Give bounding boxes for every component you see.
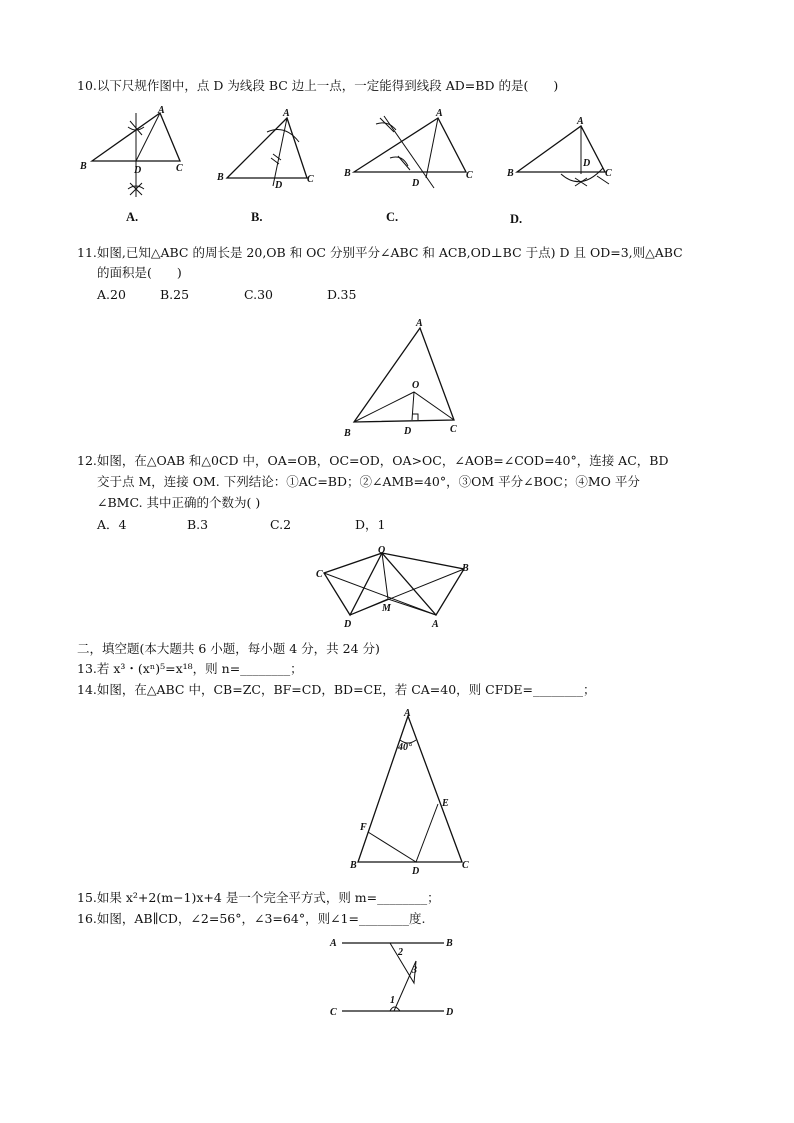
q16-label-3: 3 bbox=[412, 965, 417, 976]
q10c-label-c: C bbox=[466, 170, 473, 181]
q13-stem: 13.若 x³・(xⁿ)⁵=x¹⁸，则 n=________； bbox=[77, 661, 303, 676]
q12-label-a: A bbox=[432, 619, 439, 630]
q10b-label-b: B bbox=[217, 172, 224, 183]
q11-label-a: A bbox=[416, 318, 423, 329]
section-2-heading: 二，填空题(本大题共 6 小题，每小题 4 分，共 24 分) bbox=[77, 641, 380, 656]
q10-figure-d bbox=[505, 116, 625, 196]
q10b-label-d: D bbox=[275, 180, 283, 191]
q10b-label-a: A bbox=[283, 108, 290, 119]
q10a-label-a: A bbox=[158, 105, 165, 116]
q10-option-b-label: B. bbox=[251, 210, 263, 224]
q14-label-d: D bbox=[412, 866, 420, 877]
q10a-label-c: C bbox=[176, 163, 183, 174]
q15-stem: 15.如果 x²+2(m−1)x+4 是一个完全平方式，则 m=________； bbox=[77, 890, 440, 905]
q12-option-b: B.3 bbox=[187, 517, 209, 532]
q16-label-1: 1 bbox=[390, 995, 395, 1006]
q11-option-c: C.30 bbox=[244, 287, 273, 302]
q12-stem-line1: 12.如图，在△OAB 和△0CD 中，OA=OB，OC=OD，OA>OC，∠AOB=∠COD=40°，连接 AC，BD bbox=[77, 453, 669, 468]
q16-label-d: D bbox=[446, 1007, 454, 1018]
q12-stem-line2: 交于点 M，连接 OM. 下列结论：①AC=BD；②∠AMB=40°，③OM 平分∠BOC；④MO 平分 bbox=[97, 474, 640, 489]
q11-figure bbox=[340, 316, 470, 440]
q10-option-a-label: A. bbox=[126, 210, 139, 224]
q11-option-d: D.35 bbox=[327, 287, 357, 302]
q12-stem-line3: ∠BMC. 其中正确的个数为( ) bbox=[97, 495, 261, 510]
q12-option-c: C.2 bbox=[270, 517, 292, 532]
q11-option-a: A.20 bbox=[97, 287, 126, 302]
q10d-label-c: C bbox=[605, 168, 612, 179]
q11-stem-line1: 11.如图,已知△ABC 的周长是 20,OB 和 OC 分别平分∠ABC 和 ACB,OD⊥BC 于点) D 且 OD=3,则△ABC bbox=[77, 245, 683, 260]
q10a-label-d: D bbox=[134, 165, 142, 176]
q14-figure bbox=[342, 706, 482, 878]
q16-label-a: A bbox=[330, 938, 337, 949]
q12-label-o: O bbox=[378, 545, 386, 556]
q14-label-angle: 40° bbox=[398, 742, 412, 753]
q14-stem: 14.如图，在△ABC 中，CB=ZC，BF=CD，BD=CE，若 CA=40，则 CFDE=________； bbox=[77, 682, 596, 697]
q11-label-d: D bbox=[404, 426, 412, 437]
q11-label-o: O bbox=[412, 380, 420, 391]
q14-label-e: E bbox=[442, 798, 449, 809]
q10d-label-d: D bbox=[583, 158, 591, 169]
q11-label-c: C bbox=[450, 424, 457, 435]
q10d-label-a: A bbox=[577, 116, 584, 127]
q11-label-b: B bbox=[344, 428, 351, 439]
q16-label-c: C bbox=[330, 1007, 337, 1018]
q12-figure bbox=[312, 543, 482, 633]
q10-stem: 10.以下尺规作图中，点 D 为线段 BC 边上一点，一定能得到线段 AD=BD 的是( ) bbox=[77, 78, 559, 93]
q11-option-b: B.25 bbox=[160, 287, 190, 302]
q10a-label-b: B bbox=[80, 161, 87, 172]
q12-option-a: A．4 bbox=[97, 517, 127, 532]
q10-figure-a bbox=[78, 105, 198, 205]
q10b-label-c: C bbox=[307, 174, 314, 185]
q16-label-b: B bbox=[446, 938, 453, 949]
q11-stem-line2: 的面积是( ) bbox=[97, 265, 182, 280]
q10c-label-d: D bbox=[412, 178, 420, 189]
q10-figure-b bbox=[215, 108, 325, 198]
q12-label-b: B bbox=[462, 563, 469, 574]
q14-label-c: C bbox=[462, 860, 469, 871]
q10c-label-b: B bbox=[344, 168, 351, 179]
q16-label-2: 2 bbox=[398, 947, 403, 958]
q10-option-c-label: C. bbox=[386, 210, 399, 224]
q16-figure bbox=[328, 933, 468, 1019]
q12-option-d: D，1 bbox=[355, 517, 386, 532]
q10-option-d-label: D. bbox=[510, 212, 523, 226]
q16-stem: 16.如图，AB∥CD，∠2=56°，∠3=64°，则∠1=________度. bbox=[77, 911, 426, 926]
q10c-label-a: A bbox=[436, 108, 443, 119]
q14-label-f: F bbox=[360, 822, 367, 833]
q12-label-c: C bbox=[316, 569, 323, 580]
q14-label-b: B bbox=[350, 860, 357, 871]
q10d-label-b: B bbox=[507, 168, 514, 179]
q12-label-d: D bbox=[344, 619, 352, 630]
q12-label-m: M bbox=[382, 603, 391, 614]
q14-label-a: A bbox=[404, 708, 411, 719]
q10-figure-c bbox=[342, 106, 482, 196]
